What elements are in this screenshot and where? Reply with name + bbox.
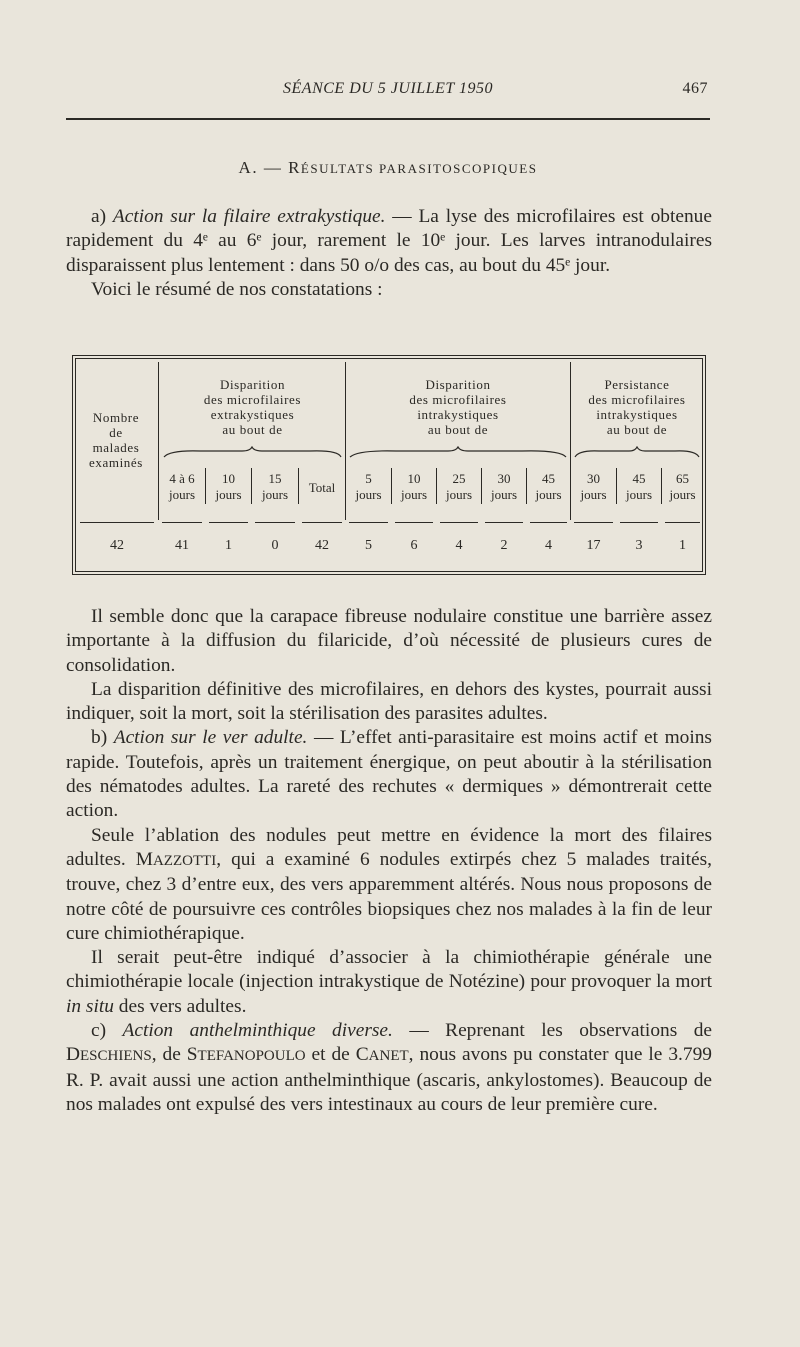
col-header-unit: jours [355, 487, 382, 502]
value-rule [209, 522, 248, 523]
paragraph-heading: Action sur le ver adulte. [113, 727, 308, 749]
brace-intrakystiques [346, 446, 570, 460]
paragraph-heading: Action sur la filaire extrakystique. [112, 206, 386, 227]
col-header-number: 65 [676, 471, 689, 486]
table-value: 3 [635, 538, 643, 553]
col-header-unit: jours [535, 487, 562, 502]
group-line: Persistance [604, 377, 670, 392]
text-run: , qui a examiné 6 nodules extirpés chez 5 malades traités, trouve, chez 3 d’entre eux, des vers apparemment altérés. Nous nous proposons de notre côté de poursuivre ces contrôles biopsiques chez nos malades à la fin de leur cure chimiothérapique. [66, 848, 712, 944]
header-rule [66, 118, 710, 120]
paragraph-chimiotherapie [66, 946, 712, 1019]
text-run: Seule l’ablation des nodules peut mettre en évidence la mort des filaires adultes. M [66, 824, 712, 870]
value-rule [255, 522, 295, 523]
author-smallcaps: ESCHIENS [80, 1048, 152, 1065]
paragraph-label: c) [91, 1020, 123, 1042]
col-header [482, 471, 526, 503]
col-header [617, 471, 661, 503]
text-italic: in situ [66, 995, 114, 1017]
col-header [662, 471, 703, 503]
group-line: des microfilaires [409, 392, 507, 407]
col-header-unit: jours [626, 487, 652, 502]
text-run: Il serait peut-être indiqué d’associer à la chimiothérapie générale une chimiothérapie locale (injection intrakystique de Notézine) pour provoquer la mort [66, 947, 712, 993]
paragraph-intro-table: Voici le résumé de nos constatations : [91, 278, 383, 300]
table-header-malades [76, 410, 156, 470]
table-value: 41 [175, 538, 189, 553]
header-line: examinés [89, 455, 143, 470]
col-header-number: 10 [407, 471, 421, 486]
author-smallcaps: TEFANOPOULO [197, 1048, 306, 1065]
col-header-unit: jours [491, 487, 517, 502]
header-line: malades [92, 440, 140, 455]
value-rule [665, 522, 700, 523]
author-smallcaps: ANET [368, 1048, 409, 1065]
table-value: 1 [225, 538, 232, 553]
section-title-smallcaps: ÉSULTATS PARASITOSCOPIQUES [300, 161, 538, 176]
running-head-title: SÉANCE DU 5 JUILLET 1950 [283, 80, 493, 97]
paragraph-c [66, 1019, 712, 1117]
body-text-lower [66, 605, 712, 1117]
group-line: des microfilaires [203, 392, 302, 407]
text-run: des vers adultes. [113, 995, 247, 1017]
col-header-unit: jours [669, 487, 696, 502]
table-value: 0 [271, 538, 279, 553]
col-header-number: 15 [268, 471, 282, 486]
body-text-upper [66, 205, 712, 302]
value-rule [530, 522, 567, 523]
paragraph-ablation [66, 824, 712, 946]
value-rule [485, 522, 523, 523]
table-value: 2 [500, 538, 508, 553]
table-value: 17 [586, 538, 601, 553]
col-header [571, 471, 616, 503]
col-header-number: 30 [497, 471, 511, 486]
table-value: 4 [545, 538, 552, 553]
text-run: et de C [305, 1044, 369, 1066]
text-run: — Reprenant les observations de D [66, 1020, 712, 1066]
col-header-unit: jours [446, 487, 472, 502]
group-line: au bout de [606, 422, 668, 437]
col-header-number: 5 [365, 471, 372, 486]
value-rule [349, 522, 388, 523]
table-value: 1 [679, 538, 686, 553]
header-line: de [109, 425, 123, 440]
value-rule [162, 522, 202, 523]
col-header-number: 30 [587, 471, 600, 486]
col-header [437, 471, 481, 503]
col-header-total [299, 480, 345, 496]
group-line: Disparition [219, 377, 286, 392]
col-header [392, 471, 436, 503]
col-header-unit: jours [215, 487, 242, 502]
text-run: , de S [151, 1044, 198, 1066]
table-group-extrakystiques [160, 377, 345, 437]
paragraph-disparition: La disparition définitive des microfilaires, en dehors des kystes, pourrait aussi indiquer, soit la mort, soit la stérilisation des parasites adultes. [66, 678, 712, 725]
value-rule [620, 522, 658, 523]
col-header-number: 10 [222, 471, 235, 486]
paragraph-heading: Action anthelminthique diverse. [122, 1020, 393, 1042]
table-value: 5 [365, 538, 372, 553]
value-rule [80, 522, 154, 523]
group-line: au bout de [427, 422, 489, 437]
table-group-intrakystiques [346, 377, 570, 437]
paragraph-b [66, 726, 712, 823]
group-line: extrakystiques [210, 407, 295, 422]
col-header-number: 45 [632, 471, 646, 486]
header-line: Nombre [92, 410, 140, 425]
author-smallcaps: AZZOTTI [152, 852, 217, 869]
paragraph-label: a) [91, 206, 113, 227]
paragraph-label: b) [91, 727, 114, 749]
table-group-persistance [571, 377, 703, 437]
table-value: 42 [315, 538, 329, 553]
col-header-number: 4 à 6 [169, 471, 195, 486]
group-line: au bout de [222, 422, 283, 437]
text-run: , nous avons pu constater que le 3.799 R. P. avait aussi une action anthelminthique (ascaris, ankylostomes). Beaucoup de nos malades ont expulsé des vers intestinaux au cours de leur première cure. [66, 1044, 712, 1115]
col-header-number: Total [308, 480, 336, 495]
paragraph-text: — La lyse des microfilaires est obtenue rapidement du 4ᵉ au 6ᵉ jour, rarement le 10ᵉ jour. Les larves intranodulaires disparaissent plus lentement : dans 50 o/o des cas, au bout du 45ᵉ jour. [66, 206, 712, 276]
value-rule [440, 522, 478, 523]
col-header-number: 45 [542, 471, 555, 486]
section-title-prefix: A. — R [238, 158, 301, 177]
brace-extrakystiques [160, 446, 345, 460]
col-header [206, 471, 251, 503]
brace-persistance [571, 446, 703, 460]
col-header-unit: jours [262, 487, 288, 502]
page-number: 467 [682, 80, 708, 97]
table-value: 6 [410, 538, 418, 553]
group-line: intrakystiques [596, 407, 678, 422]
group-line: intrakystiques [417, 407, 499, 422]
col-header [346, 471, 391, 503]
paragraph-a [66, 205, 712, 278]
col-header-unit: jours [169, 487, 195, 502]
col-header-number: 25 [452, 471, 466, 486]
group-line: des microfilaires [588, 392, 686, 407]
section-title [66, 158, 710, 178]
col-header [527, 471, 570, 503]
paragraph-text: — L’effet anti-parasitaire est moins actif et moins rapide. Toutefois, après un traitement énergique, on peut aboutir à la stérilisation des nématodes adultes. La rareté des rechutes « dermiques » démontrerait cette action. [66, 727, 712, 822]
col-header [159, 471, 205, 503]
table-value: 42 [110, 538, 124, 553]
group-line: Disparition [425, 377, 491, 392]
value-rule [574, 522, 613, 523]
col-header [252, 471, 298, 503]
value-rule [395, 522, 433, 523]
paragraph-carapace: Il semble donc que la carapace fibreuse nodulaire constitue une barrière assez importante à la diffusion du filaricide, d’où nécessité de plusieurs cures de consolidation. [66, 606, 712, 676]
value-rule [302, 522, 342, 523]
col-header-unit: jours [580, 487, 607, 502]
table-value: 4 [455, 538, 463, 553]
col-header-unit: jours [401, 487, 427, 502]
